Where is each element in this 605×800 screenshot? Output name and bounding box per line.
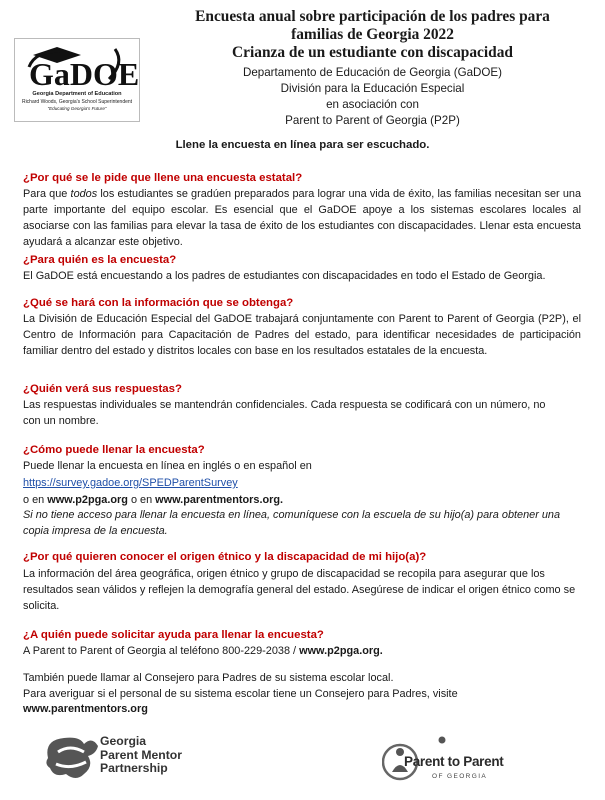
answer-why-pre: Para que	[23, 188, 71, 200]
answer-how-url-line	[23, 475, 581, 491]
answer-who-sees: Las respuestas individuales se mantendrán confidenciales. Cada respuesta se codificará con un número, no con un nombre.	[23, 399, 546, 427]
question-why: ¿Por qué se le pide que llene una encuesta estatal?	[23, 172, 303, 184]
question-ethnic: ¿Por qué quieren conocer el origen étnico y la discapacidad de mi hijo(a)?	[23, 551, 427, 563]
logo-motto-text: "Educating Georgia's Future"	[47, 106, 107, 111]
answer-help-find: Para averiguar si el personal de su sistema escolar tiene un Consejero para Padres, visite	[23, 688, 458, 700]
answer-ethnic: La información del área geográfica, origen étnico y grupo de discapacidad se recopila para asegurar que los resultados sean válidos y reflejen la demografía general del estado. Asegúrese de indicar el origen étnico como se solicita.	[23, 568, 576, 612]
answer-how-or2: o en	[127, 494, 156, 506]
answer-help-phone-text: A Parent to Parent of Georgia al teléfono 800-229-2038 /	[23, 645, 300, 657]
answer-how-or1: o en	[23, 494, 48, 506]
gadoe-wordmark: GaDOE	[29, 56, 139, 92]
answer-who-for: El GaDOE está encuestando a los padres de estudiantes con discapacidades en todo el Estado de Georgia.	[23, 270, 546, 282]
header	[150, 8, 595, 129]
subtitle-division: División para la Educación Especial	[280, 82, 465, 95]
subtitle-dept: Departamento de Educación de Georgia (GaDOE)	[242, 66, 503, 79]
gpmp-line-2: Parent Mentor	[100, 747, 182, 762]
answer-why-emphasis: todos	[70, 188, 98, 200]
title-line-3: Crianza de un estudiante con discapacidad	[232, 44, 513, 61]
answer-how-note: Si no tiene acceso para llenar la encuesta en línea, comuníquese con la escuela de su hijo(a) para obtener una copia impresa de la encuesta.	[23, 509, 561, 537]
subtitle-partnership: en asociación con	[326, 98, 419, 111]
question-help: ¿A quién puede solicitar ayuda para llenar la encuesta?	[23, 629, 324, 641]
parentmentors-link[interactable]: www.parentmentors.org.	[155, 494, 284, 506]
answer-what-done: La División de Educación Especial del GaDOE trabajará conjuntamente con Parent to Parent of Georgia (P2P), el Centro de Información para Capacitación de Padres del estado, para identificar necesidades de participación familiar dentro del estado y distritos locales con base en los resultados estatales de la encuesta.	[23, 313, 581, 357]
gpmp-name	[100, 735, 182, 776]
question-what-done: ¿Qué se hará con la información que se obtenga?	[23, 297, 294, 309]
logo-superintendent-text: Richard Woods, Georgia's School Superintendent	[21, 99, 133, 105]
answer-why-body: los estudiantes se gradúen preparados para lograr una vida de éxito, las familias necesitan ser una parte importante del equipo escolar. Es esencial que el GaDOE apoye a los sistemas escolares locales al asociarse con las familias para elevar la tasa de éxito de los estudiantes con discapacidades. Llenar esta encuesta ayudará a alcanzar este objetivo.	[23, 188, 581, 248]
gpmp-line-3: Partnership	[100, 761, 168, 775]
title-line-1: Encuesta anual sobre participación de los padres para	[195, 8, 550, 25]
question-who-sees: ¿Quién verá sus respuestas?	[23, 383, 182, 395]
p2p-name: Parent to Parent	[404, 754, 504, 769]
answer-why	[23, 186, 581, 250]
p2p-subtitle: OF GEORGIA	[432, 773, 488, 780]
gpmp-line-1: Georgia	[100, 734, 147, 748]
title-line-2: familias de Georgia 2022	[291, 26, 454, 43]
survey-url-link[interactable]: https://survey.gadoe.org/SPEDParentSurvey	[23, 477, 238, 489]
question-how: ¿Cómo puede llenar la encuesta?	[23, 444, 205, 456]
answer-help-phone	[23, 643, 581, 659]
answer-help-counselor: También puede llamar al Consejero para Padres de su sistema escolar local.	[23, 672, 394, 684]
answer-how-line1: Puede llenar la encuesta en línea en inglés o en español en	[23, 460, 312, 472]
answer-how-sites	[23, 492, 581, 508]
logo-dept-text: Georgia Department of Education	[32, 91, 122, 97]
subtitle-p2p: Parent to Parent of Georgia (P2P)	[285, 114, 460, 127]
parentmentors-help-link[interactable]: www.parentmentors.org	[23, 703, 148, 715]
gadoe-logo-mark	[15, 39, 139, 99]
gadoe-logo	[14, 38, 140, 122]
p2pga-link[interactable]: www.p2pga.org	[47, 494, 128, 506]
p2pga-help-link[interactable]: www.p2pga.org.	[299, 645, 383, 657]
question-who-for: ¿Para quién es la encuesta?	[23, 254, 177, 266]
callout-heading: Llene la encuesta en línea para ser escuchado.	[175, 139, 430, 151]
